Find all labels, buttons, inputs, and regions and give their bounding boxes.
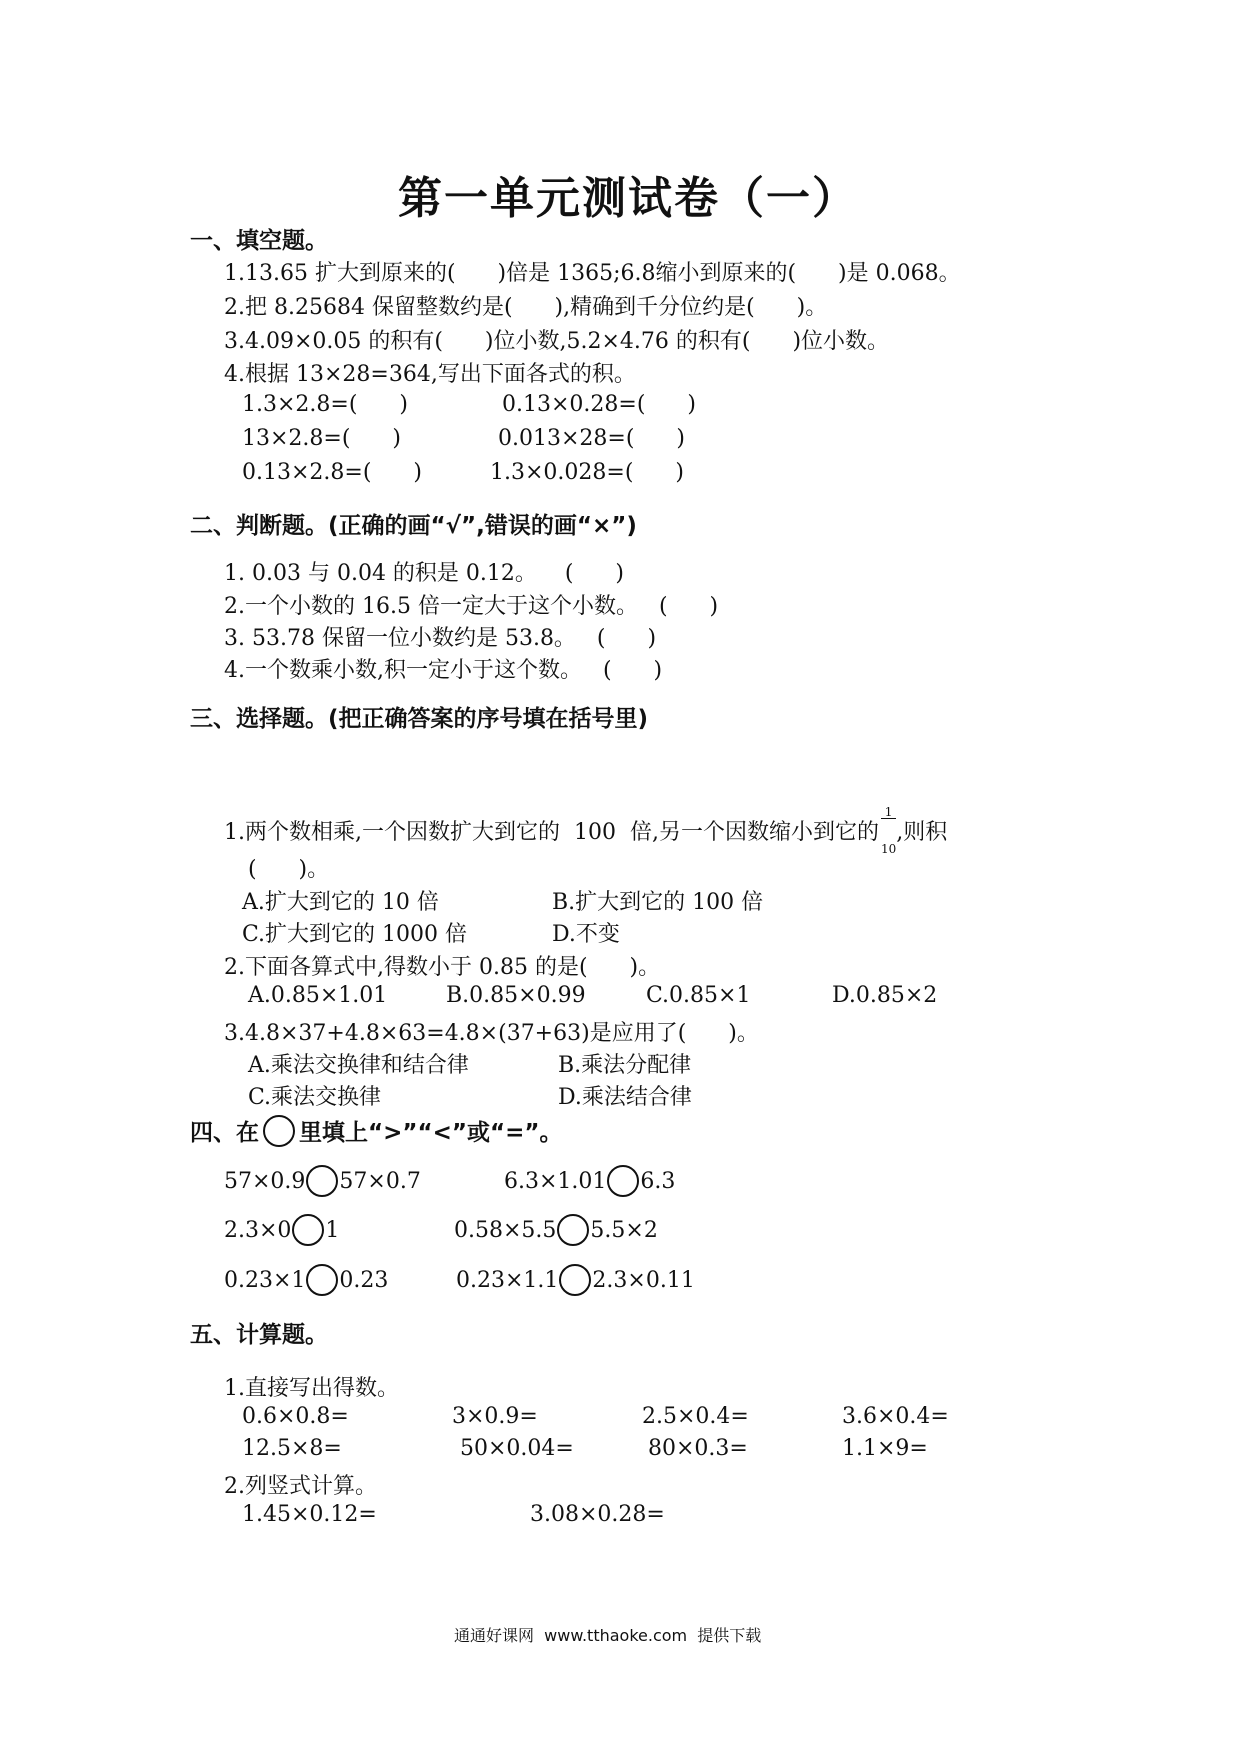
s3-q2-option-d: D.0.85×2 bbox=[832, 983, 938, 1008]
compare-circle[interactable] bbox=[557, 1214, 589, 1246]
s5-q1-item: 2.5×0.4= bbox=[642, 1404, 749, 1429]
s1-grid-item: 0.013×28=( ) bbox=[498, 426, 685, 451]
s3-q1-option-d: D.不变 bbox=[552, 922, 620, 947]
s1-grid-item: 1.3×0.028=( ) bbox=[490, 460, 684, 485]
s3-q3-option-c: C.乘法交换律 bbox=[248, 1085, 382, 1110]
s1-line-1: 1.13.65 扩大到原来的( )倍是 1365;6.8缩小到原来的( )是 0.068。 bbox=[224, 261, 961, 286]
fraction-denominator: 10 bbox=[880, 842, 897, 856]
compare-left: 6.3×1.01 bbox=[504, 1168, 607, 1194]
compare-left: 57×0.9 bbox=[224, 1168, 306, 1194]
s3-q3-option-a: A.乘法交换律和结合律 bbox=[248, 1053, 469, 1078]
s5-q2-item: 3.08×0.28= bbox=[530, 1502, 665, 1527]
s5-q1-item: 1.1×9= bbox=[842, 1436, 928, 1461]
compare-item bbox=[224, 1214, 339, 1246]
s5-q1-item: 12.5×8= bbox=[242, 1436, 342, 1461]
section-1-heading: 一、填空题。 bbox=[190, 228, 328, 254]
fraction bbox=[881, 782, 896, 879]
footer-credit: 通通好课网 www.tthaoke.com 提供下载 bbox=[454, 1626, 762, 1645]
compare-left: 2.3×0 bbox=[224, 1217, 292, 1243]
s1-grid-item: 13×2.8=( ) bbox=[242, 426, 401, 451]
s3-q3: 3.4.8×37+4.8×63=4.8×(37+63)是应用了( )。 bbox=[224, 1021, 759, 1046]
s1-line-2: 2.把 8.25684 保留整数约是( ),精确到千分位约是( )。 bbox=[224, 295, 828, 320]
fraction-numerator: 1 bbox=[881, 806, 896, 819]
section-4-heading bbox=[190, 1114, 563, 1147]
compare-item bbox=[224, 1264, 388, 1296]
compare-item bbox=[456, 1264, 695, 1296]
s4-heading-pre: 四、在 bbox=[190, 1120, 259, 1146]
compare-circle[interactable] bbox=[306, 1165, 338, 1197]
s5-q1-item: 3.6×0.4= bbox=[842, 1404, 949, 1429]
s5-q1-item: 0.6×0.8= bbox=[242, 1404, 349, 1429]
s3-q1-option-c: C.扩大到它的 1000 倍 bbox=[242, 922, 468, 947]
compare-item bbox=[504, 1165, 675, 1197]
circle-icon bbox=[263, 1115, 295, 1147]
s3-q1-option-b: B.扩大到它的 100 倍 bbox=[552, 890, 764, 915]
s3-q1-option-a: A.扩大到它的 10 倍 bbox=[242, 890, 439, 915]
s1-grid-item: 0.13×2.8=( ) bbox=[242, 460, 422, 485]
s5-q1-item: 50×0.04= bbox=[460, 1436, 574, 1461]
s5-q1-item: 80×0.3= bbox=[648, 1436, 748, 1461]
s5-q1-item: 3×0.9= bbox=[452, 1404, 538, 1429]
s3-q2-option-c: C.0.85×1 bbox=[646, 983, 751, 1008]
compare-right: 0.23 bbox=[339, 1267, 389, 1293]
s1-line-4: 4.根据 13×28=364,写出下面各式的积。 bbox=[224, 362, 636, 387]
compare-right: 1 bbox=[325, 1217, 340, 1243]
s1-grid-item: 0.13×0.28=( ) bbox=[502, 392, 696, 417]
s1-grid-item: 1.3×2.8=( ) bbox=[242, 392, 408, 417]
section-2-heading: 二、判断题。(正确的画“√”,错误的画“×”) bbox=[190, 513, 637, 539]
s3-q3-option-b: B.乘法分配律 bbox=[558, 1053, 692, 1078]
s5-q2: 2.列竖式计算。 bbox=[224, 1474, 377, 1499]
compare-item bbox=[224, 1165, 421, 1197]
s2-line-1: 1. 0.03 与 0.04 的积是 0.12。 ( ) bbox=[224, 561, 625, 586]
compare-right: 6.3 bbox=[640, 1168, 676, 1194]
compare-left: 0.23×1 bbox=[224, 1267, 306, 1293]
compare-item bbox=[454, 1214, 658, 1246]
s3-q2-option-a: A.0.85×1.01 bbox=[248, 983, 388, 1008]
s4-heading-post: 里填上“>”“<”或“=”。 bbox=[299, 1120, 563, 1146]
compare-right: 57×0.7 bbox=[339, 1168, 421, 1194]
s2-line-4: 4.一个数乘小数,积一定小于这个数。 ( ) bbox=[224, 658, 663, 683]
s5-q2-item: 1.45×0.12= bbox=[242, 1502, 377, 1527]
s5-q1: 1.直接写出得数。 bbox=[224, 1376, 399, 1401]
section-5-heading: 五、计算题。 bbox=[190, 1322, 328, 1348]
s3-q2-option-b: B.0.85×0.99 bbox=[446, 983, 586, 1008]
s1-line-3: 3.4.09×0.05 的积有( )位小数,5.2×4.76 的积有( )位小数。 bbox=[224, 329, 890, 354]
s3-q1-text: 1.两个数相乘,一个因数扩大到它的 100 倍,另一个因数缩小到它的 bbox=[224, 820, 879, 845]
s3-q1-blank: ( )。 bbox=[248, 857, 330, 882]
s3-q2: 2.下面各算式中,得数小于 0.85 的是( )。 bbox=[224, 955, 661, 980]
s2-line-3: 3. 53.78 保留一位小数约是 53.8。 ( ) bbox=[224, 626, 657, 651]
compare-circle[interactable] bbox=[292, 1214, 324, 1246]
s3-q1-tail: ,则积 bbox=[896, 820, 948, 845]
section-3-heading: 三、选择题。(把正确答案的序号填在括号里) bbox=[190, 706, 649, 732]
compare-left: 0.58×5.5 bbox=[454, 1217, 557, 1243]
s3-q3-option-d: D.乘法结合律 bbox=[558, 1085, 692, 1110]
compare-right: 5.5×2 bbox=[590, 1217, 658, 1243]
s3-q1 bbox=[224, 782, 947, 879]
compare-circle[interactable] bbox=[559, 1264, 591, 1296]
page-title: 第一单元测试卷（一） bbox=[398, 173, 858, 224]
compare-right: 2.3×0.11 bbox=[592, 1267, 695, 1293]
compare-circle[interactable] bbox=[306, 1264, 338, 1296]
s2-line-2: 2.一个小数的 16.5 倍一定大于这个小数。 ( ) bbox=[224, 594, 719, 619]
compare-left: 0.23×1.1 bbox=[456, 1267, 559, 1293]
compare-circle[interactable] bbox=[607, 1165, 639, 1197]
